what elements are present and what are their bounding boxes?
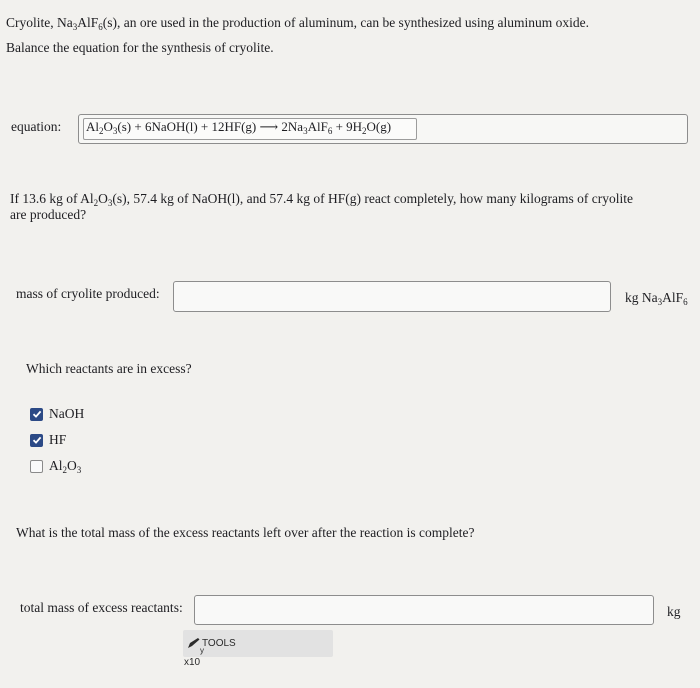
reactant-option-naoh[interactable] [30,405,84,423]
question-3-text: What is the total mass of the excess reactants left over after the reaction is complete? [16,525,475,540]
tools-button[interactable] [183,630,333,657]
equation-label: equation: [11,119,62,134]
excess-question: Which reactants are in excess? [26,361,192,376]
tools-label: TOOLS [202,638,236,649]
checkbox-al2o3[interactable] [30,460,43,473]
reaction-arrow-icon: ⟶ [259,119,279,134]
x10-label: x10 [184,657,201,668]
checkbox-hf[interactable] [30,434,43,447]
intro-line-2: Balance the equation for the synthesis of cryolite. [6,40,274,55]
reactant-label-al2o3: $Al_2O_3$ [49,458,82,475]
tools-y-subscript: y [200,646,204,655]
reactant-label-naoh: NaOH [49,406,85,421]
intro-line-1: Cryolite, $Na_3AlF_6(s)$, an ore used in the production of aluminum, can be synthesized using aluminum oxide. [6,15,590,32]
checkbox-naoh[interactable] [30,408,43,421]
mass-cryolite-unit: kg $Na_3AlF_6$ [625,290,688,307]
reactant-option-hf[interactable] [30,431,66,449]
reactant-label-hf: HF [49,432,67,447]
mass-cryolite-input[interactable] [173,281,611,312]
checkmark-icon [32,409,42,419]
pencil-icon [187,637,201,649]
equation-text: $Al_2O_3(s)$ + 6NaOH(l) + 12HF(g) ⟶ $2Na_3AlF_6 + 9H_2O(g)$ [86,119,392,136]
checkmark-icon [32,435,42,445]
mass-cryolite-label: mass of cryolite produced: [16,286,160,301]
total-excess-unit: kg [667,604,681,619]
total-excess-input[interactable] [194,595,654,625]
question-1-text: If 13.6 kg of $Al_2O_3(s)$, 57.4 kg of NaOH(l), and 57.4 kg of HF(g) react completely, how many kilograms of cryolite [10,191,633,208]
total-excess-label: total mass of excess reactants: [20,600,183,615]
question-1-line-2: are produced? [10,207,87,222]
reactant-option-al2o3[interactable] [30,457,81,475]
